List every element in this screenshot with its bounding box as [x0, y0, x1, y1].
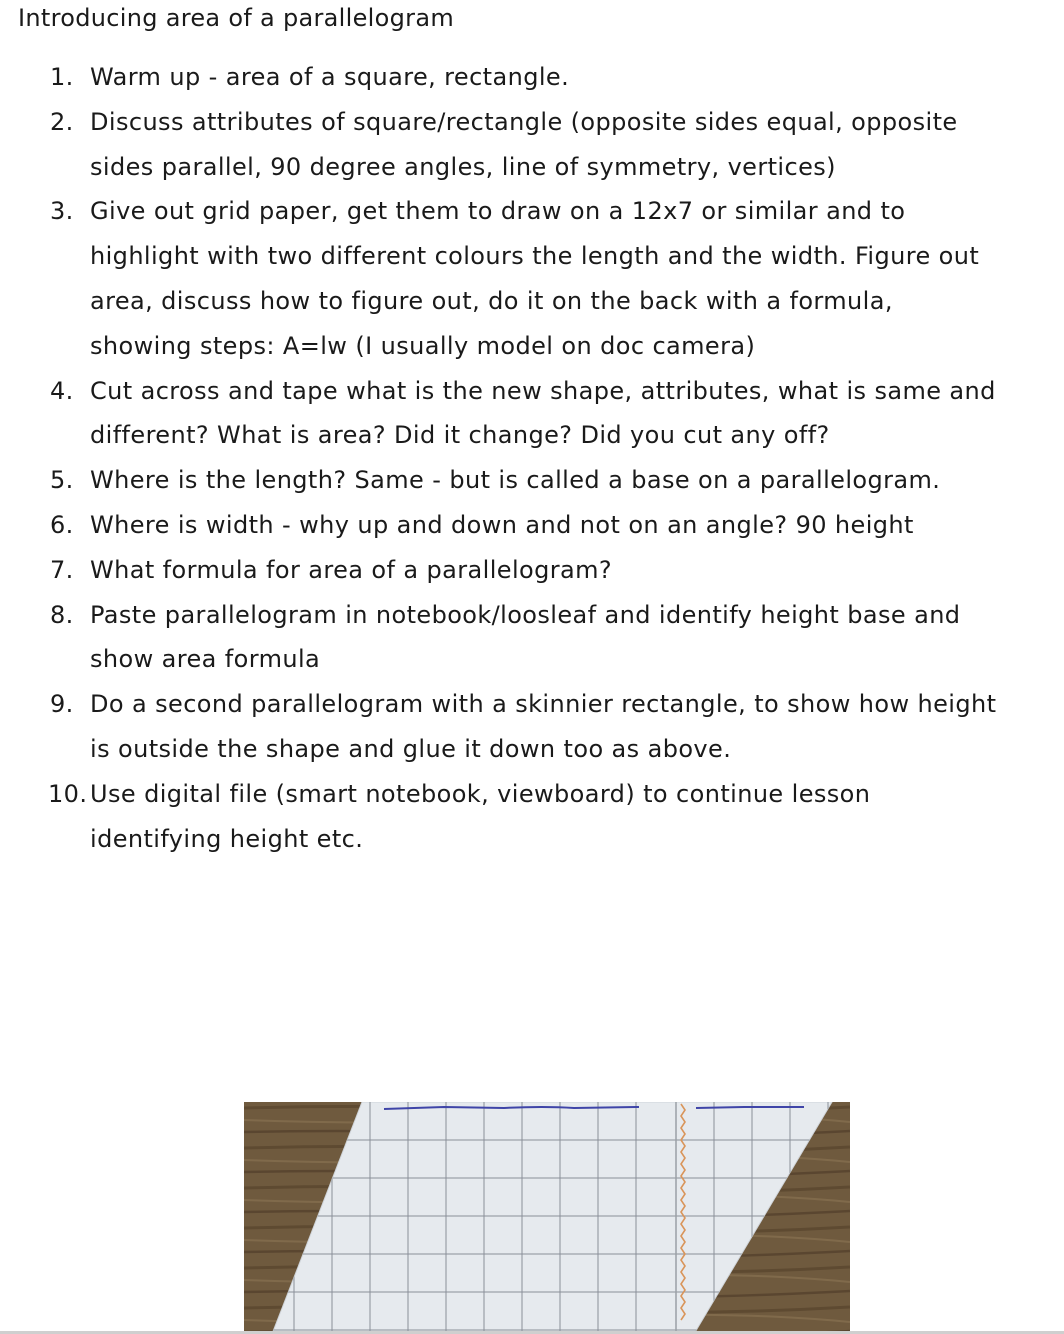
list-number: 9.	[50, 690, 74, 719]
list-item	[0, 100, 1000, 190]
list-item	[0, 458, 1000, 503]
list-item	[0, 772, 1000, 862]
list-number: 5.	[50, 466, 74, 495]
list-item	[0, 548, 1000, 593]
list-number: 2.	[50, 107, 74, 136]
list-number: 7.	[50, 555, 74, 584]
list-item-text: Do a second parallelogram with a skinnier rectangle, to show how height is outside the shape and glue it down too as above.	[90, 690, 997, 763]
steps-list	[0, 55, 1000, 861]
parallelogram-photo-drawing	[244, 1102, 850, 1334]
list-item-text: Where is width - why up and down and not on an angle? 90 height	[90, 510, 914, 539]
list-number: 6.	[50, 510, 74, 539]
list-number: 8.	[50, 600, 74, 629]
list-item	[0, 682, 1000, 772]
list-item	[0, 189, 1000, 368]
list-item-text: Warm up - area of a square, rectangle.	[90, 63, 570, 91]
list-item	[0, 503, 1000, 548]
list-item-text: What formula for area of a parallelogram?	[90, 555, 613, 584]
list-item-text: Where is the length? Same - but is called a base on a parallelogram.	[90, 466, 941, 495]
list-item	[0, 593, 1000, 683]
list-item-text: Cut across and tape what is the new shape, attributes, what is same and different? What is area? Did it change? Did you cut any off?	[90, 376, 996, 450]
list-item-text: Discuss attributes of square/rectangle (opposite sides equal, opposite sides parallel, 90 degree angles, line of symmetry, vertices)	[90, 107, 958, 181]
list-number: 4.	[50, 376, 74, 405]
list-number: 3.	[50, 197, 74, 226]
list-item	[0, 55, 1000, 100]
list-item-text: Paste parallelogram in notebook/loosleaf and identify height base and show area formula	[90, 600, 961, 674]
parallelogram-photo	[244, 1102, 850, 1334]
base-marker-right	[696, 1107, 804, 1108]
page-title: Introducing area of a parallelogram	[18, 4, 455, 32]
list-item	[0, 369, 1000, 459]
list-number: 10.	[48, 779, 88, 808]
list-item-text: Use digital file (smart notebook, viewboard) to continue lesson identifying height etc.	[90, 779, 871, 853]
list-number: 1.	[50, 63, 74, 91]
list-item-text: Give out grid paper, get them to draw on a 12x7 or similar and to highlight with two different colours the length and the width. Figure out area, discuss how to figure out, do it on the back with a formula, showing steps: A=lw (I usually model on doc camera)	[90, 197, 980, 360]
